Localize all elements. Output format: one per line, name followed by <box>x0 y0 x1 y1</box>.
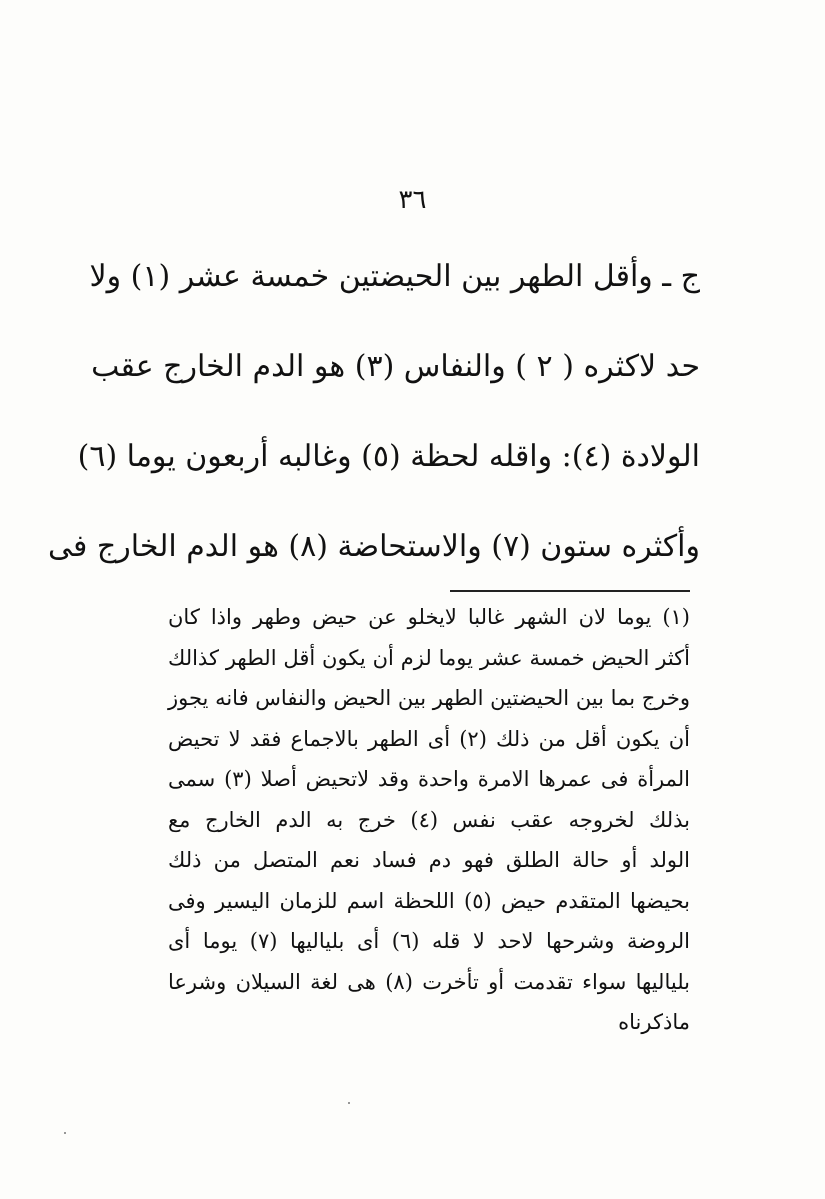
footnote-line: أن يكون أقل من ذلك (٢) أى الطهر بالاجماع فقد لا تحيض <box>168 726 691 751</box>
footnote-line: وخرج بما بين الحيضتين الطهر بين الحيض والنفاس فانه يجوز <box>168 686 690 710</box>
main-text-line: الولادة (٤): واقله لحظة (٥) وغالبه أربعون يوما (٦) <box>77 439 700 474</box>
footnote-line: المرأة فى عمرها الامرة واحدة وقد لاتحيض أصلا (٣) سمى <box>168 767 691 791</box>
main-text-line: حد لاكثره ( ٢ ) والنفاس (٣) هو الدم الخارج عقب <box>91 349 700 384</box>
main-text-line: وأكثره ستون (٧) والاستحاضة (٨) هو الدم الخارج فى <box>47 529 700 564</box>
footnote-line: الروضة وشرحها لاحد لا قله (٦) أى بلياليها (٧) يوما أى <box>168 929 691 953</box>
footnotes-block <box>168 597 690 1043</box>
footnote-line: أكثر الحيض خمسة عشر يوما لزم أن يكون أقل الطهر كذالك <box>168 645 691 670</box>
paper-speck <box>348 1102 350 1104</box>
page-number: ٣٦ <box>398 185 427 215</box>
footnote-line: الولد أو حالة الطلق فهو دم فساد نعم المتصل من ذلك <box>168 848 690 872</box>
footnote-line: بلياليها سواء تقدمت أو تأخرت (٨) هى لغة السيلان وشرعا <box>168 969 690 994</box>
footnote-line: بذلك لخروجه عقب نفس (٤) خرج به الدم الخارج مع <box>168 807 690 832</box>
main-text-line: ج ـ وأقل الطهر بين الحيضتين خمسة عشر (١) ولا <box>89 259 700 294</box>
main-text-block <box>47 232 700 592</box>
footnote-separator-rule <box>450 590 690 592</box>
footnote-line: بحيضها المتقدم حيض (٥) اللحظة اسم للزمان اليسير وفى <box>168 888 691 913</box>
footnote-line: ماذكرناه <box>618 1010 690 1034</box>
footnote-line: (١) يوما لان الشهر غالبا لايخلو عن حيض وطهر واذا كان <box>168 605 690 629</box>
paper-speck <box>64 1132 66 1134</box>
